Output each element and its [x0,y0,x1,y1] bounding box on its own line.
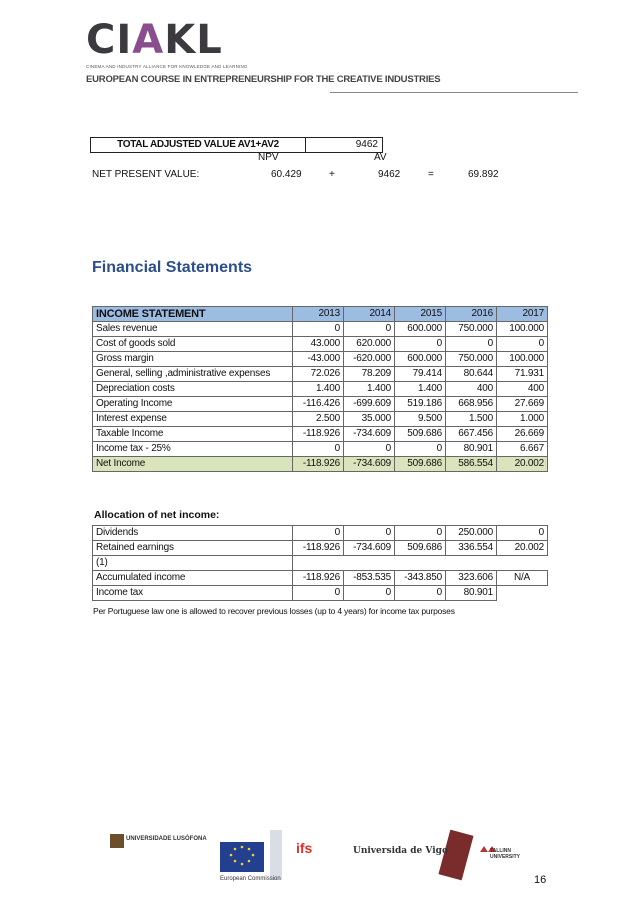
row-label: Cost of goods sold [93,337,293,352]
cell: 78.209 [344,367,395,382]
cell: 80.901 [446,586,497,601]
cell: 750.000 [446,352,497,367]
table-row [93,442,548,457]
cell: -118.926 [293,571,344,586]
cell: 0 [344,442,395,457]
total-adjusted-label: TOTAL ADJUSTED VALUE AV1+AV2 [91,138,306,152]
row-label: Income tax [93,586,293,601]
income-statement-header: INCOME STATEMENT [93,307,293,322]
npv-result: 69.892 [468,169,499,180]
cell: -734.609 [344,427,395,442]
section-title: Financial Statements [92,259,253,276]
cell: 35.000 [344,412,395,427]
year-header: 2016 [446,307,497,322]
cell: 0 [293,526,344,541]
row-label: (1) [93,556,293,571]
row-label: Retained earnings [93,541,293,556]
partner-logos [108,828,538,886]
logo-wordmark [86,17,223,63]
row-label: General, selling ,administrative expenses [93,367,293,382]
cell: 0 [293,442,344,457]
cell: N/A [497,571,548,586]
cell: 43.000 [293,337,344,352]
cell: -620.000 [344,352,395,367]
cell: 400 [446,382,497,397]
cell: 323.606 [446,571,497,586]
cell: -343.850 [395,571,446,586]
cell: 586.554 [446,457,497,472]
av-header: AV [374,152,387,163]
cell: 100.000 [497,322,548,337]
row-label: Income tax - 25% [93,442,293,457]
table-row [93,541,548,556]
cell [497,586,548,601]
npv-plus: + [329,169,335,180]
cell: -118.926 [293,427,344,442]
partner-lusofona: UNIVERSIDADE LUSÓFONA [126,836,207,842]
table-row [93,412,548,427]
footnote: Per Portuguese law one is allowed to recover previous losses (up to 4 years) for income tax purposes [93,606,455,616]
cell: 600.000 [395,352,446,367]
income-statement-table [92,306,548,472]
header-divider [330,92,578,93]
table-row [93,322,548,337]
cell: 0 [446,337,497,352]
cell: 250.000 [446,526,497,541]
cell: 667.456 [446,427,497,442]
table-row [93,571,548,586]
cell [395,556,446,571]
cell: -43.000 [293,352,344,367]
ec-building-logo [270,830,282,880]
partner-tallinn: TALLINN UNIVERSITY [490,848,521,860]
year-header: 2013 [293,307,344,322]
table-row [93,367,548,382]
cell: 80.901 [446,442,497,457]
partner-ec: European Commission [220,876,281,882]
cell: 620.000 [344,337,395,352]
cell: 2.500 [293,412,344,427]
cell: 600.000 [395,322,446,337]
cell: 509.686 [395,541,446,556]
cell: 0 [344,586,395,601]
cell [293,556,344,571]
total-adjusted-box [90,137,383,153]
npv-value: 60.429 [271,169,302,180]
cell: 509.686 [395,457,446,472]
row-label: Accumulated income [93,571,293,586]
table-row [93,586,548,601]
row-label: Depreciation costs [93,382,293,397]
cell: 27.669 [497,397,548,412]
row-label: Gross margin [93,352,293,367]
cell: 0 [497,526,548,541]
cell: -118.926 [293,457,344,472]
partner-ifs: ifs [296,840,313,856]
row-label: Taxable Income [93,427,293,442]
cell: 0 [395,526,446,541]
cell: 26.669 [497,427,548,442]
npv-av-value: 9462 [378,169,401,180]
table-row [93,352,548,367]
row-label: Dividends [93,526,293,541]
cell: 0 [497,337,548,352]
cell: 0 [395,337,446,352]
cell: 0 [344,526,395,541]
cell: 9.500 [395,412,446,427]
cell: 1.400 [395,382,446,397]
cell: 519.186 [395,397,446,412]
npv-equals: = [428,169,434,180]
cell: 1.400 [293,382,344,397]
partner-vigo: Universida de Vigo [353,846,448,856]
cell: 0 [395,586,446,601]
cell: 6.667 [497,442,548,457]
table-row [93,337,548,352]
cell: 1.400 [344,382,395,397]
table-header-row [93,307,548,322]
row-label: Operating Income [93,397,293,412]
cell: 509.686 [395,427,446,442]
cell: 0 [344,322,395,337]
logo-text: CIAKL [86,17,223,63]
cell: 79.414 [395,367,446,382]
year-header: 2017 [497,307,548,322]
lusofona-emblem [110,834,124,848]
cell: 1.500 [446,412,497,427]
cell: -699.609 [344,397,395,412]
ciakl-logo [86,17,248,69]
cell: 400 [497,382,548,397]
cell: 750.000 [446,322,497,337]
course-title: EUROPEAN COURSE IN ENTREPRENEURSHIP FOR THE CREATIVE INDUSTRIES [86,74,441,85]
cell [344,556,395,571]
cell: 100.000 [497,352,548,367]
npv-header: NPV [258,152,279,163]
table-row [93,397,548,412]
cell: -734.609 [344,541,395,556]
cell: 20.002 [497,457,548,472]
row-label: Interest expense [93,412,293,427]
cell: 1.000 [497,412,548,427]
table-row [93,427,548,442]
cell: 336.554 [446,541,497,556]
npv-label: NET PRESENT VALUE: [92,169,200,180]
table-row [93,526,548,541]
cell: 80.644 [446,367,497,382]
cell: 0 [293,322,344,337]
cell: 0 [293,586,344,601]
allocation-table [92,525,548,601]
year-header: 2014 [344,307,395,322]
cell: 20.002 [497,541,548,556]
cell: -734.609 [344,457,395,472]
cell: 0 [395,442,446,457]
page-number: 16 [534,874,547,886]
cell: 72.026 [293,367,344,382]
cell [446,556,497,571]
logo-tagline: CINEMA AND INDUSTRY ALLIANCE FOR KNOWLEDGE AND LEARNING [86,64,248,69]
allocation-title: Allocation of net income: [94,509,220,521]
cell [497,556,548,571]
row-label: Sales revenue [93,322,293,337]
cell: -118.926 [293,541,344,556]
net-income-row [93,457,548,472]
cell: 71.931 [497,367,548,382]
row-label: Net Income [93,457,293,472]
table-row [93,556,548,571]
cell: -116.426 [293,397,344,412]
cell: -853.535 [344,571,395,586]
table-row [93,382,548,397]
cell: 668.956 [446,397,497,412]
total-adjusted-value: 9462 [355,139,378,150]
year-header: 2015 [395,307,446,322]
